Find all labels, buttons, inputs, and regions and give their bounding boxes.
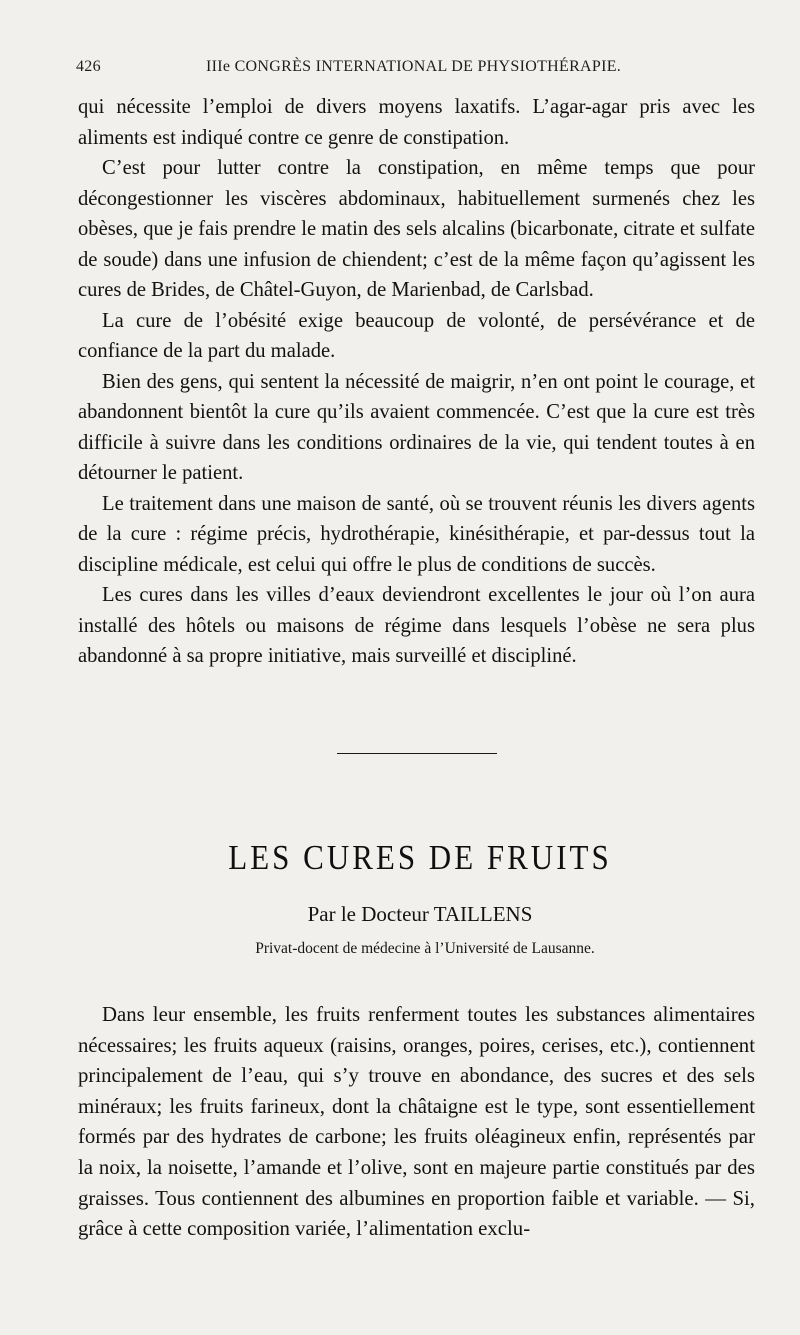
running-title: IIIe CONGRÈS INTERNATIONAL DE PHYSIOTHÉRAPIE. — [206, 58, 622, 75]
paragraph: Bien des gens, qui sentent la nécessité de maigrir, n’en ont point le courage, et abandonnent bientôt la cure qu’ils avaient commencée. C’est que la cure est très difficile à suivre dans les conditions ordinaires de la vie, qui tendent toutes à en détourner le patient. — [78, 370, 755, 484]
continued-text — [78, 92, 755, 672]
paragraph: Dans leur ensemble, les fruits renferment toutes les substances alimentaires nécessaires; les fruits aqueux (raisins, oranges, poires, cerises, etc.), contiennent principalement de l’eau, qui s’y trouve en abondance, des sucres et des sels minéraux; les fruits farineux, dont la châtaigne est le type, sont essentiellement formés par des hydrates de carbone; les fruits oléagineux enfin, représentés par la noix, la noisette, l’amande et l’olive, sont en majeure partie constitués par des graisses. Tous contiennent des albumines en proportion faible et variable. — Si, grâce à cette composition variée, l’alimentation exclu- — [78, 1003, 755, 1241]
article-title: LES CURES DE FRUITS — [228, 837, 612, 878]
article-author: Par le Docteur TAILLENS — [307, 902, 533, 926]
paragraph: qui nécessite l’emploi de divers moyens laxatifs. L’agar-agar pris avec les aliments est indiqué contre ce genre de constipation. — [78, 96, 755, 149]
paragraph: Le traitement dans une maison de santé, où se trouvent réunis les divers agents de la cure : régime précis, hydrothérapie, kinésithérapie, et par-dessus tout la discipline médicale, est celui qui offre le plus de conditions de succès. — [78, 492, 755, 576]
page-number: 426 — [76, 58, 101, 75]
paragraph: La cure de l’obésité exige beaucoup de volonté, de persévérance et de confiance de la part du malade. — [78, 309, 755, 362]
article-body — [78, 1000, 755, 1245]
running-header — [76, 58, 756, 88]
author-affiliation: Privat-docent de médecine à l’Université de Lausanne. — [255, 940, 595, 957]
section-divider — [337, 753, 497, 754]
paragraph: C’est pour lutter contre la constipation, en même temps que pour décongestionner les viscères abdominaux, habituellement surmenés chez les obèses, que je fais prendre le matin des sels alcalins (bicarbonate, citrate et sulfate de soude) dans une infusion de chiendent; c’est de la même façon qu’agissent les cures de Brides, de Châtel-Guyon, de Marienbad, de Carlsbad. — [78, 157, 755, 301]
paragraph: Les cures dans les villes d’eaux deviendront excellentes le jour où l’on aura installé des hôtels ou maisons de régime dans lesquels l’obèse ne sera plus abandonné à sa propre initiative, mais surveillé et discipliné. — [78, 584, 755, 667]
